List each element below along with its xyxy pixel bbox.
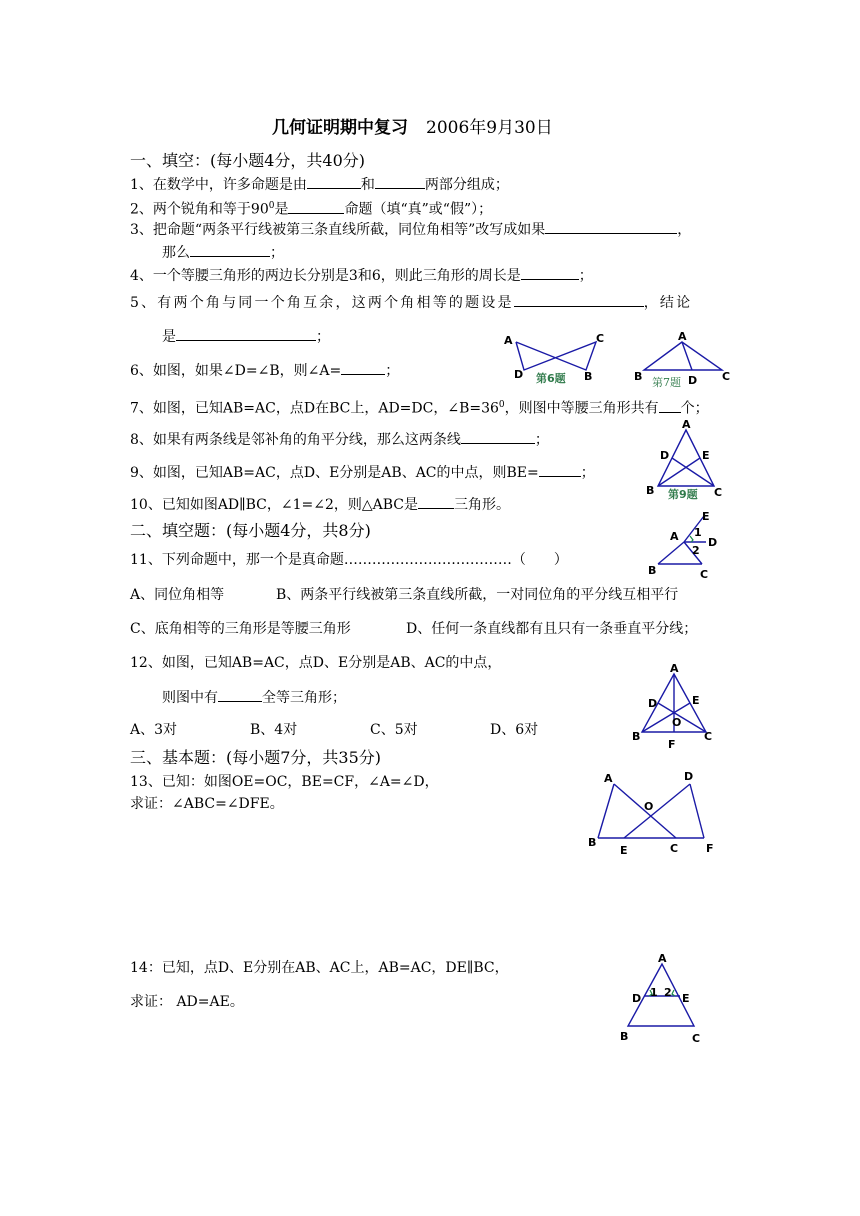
question-9: [130, 462, 595, 483]
q6-text-b: ；: [385, 363, 400, 379]
fig10-label-d: D: [708, 536, 718, 549]
q9-text-b: ；: [580, 465, 595, 481]
section-heading-1: 一、填空：(每小题4分，共40分): [130, 151, 366, 170]
q10-text-b: 三角形。: [454, 497, 511, 513]
q1-blank-2[interactable]: [375, 174, 425, 189]
question-12-line2: [162, 687, 346, 708]
q6-text-a: 6、如图，如果∠D=∠B，则∠A=: [130, 363, 342, 379]
fig10-label-a: A: [670, 530, 679, 543]
q7-blank[interactable]: [659, 398, 681, 413]
fig6-caption: 第6题: [536, 372, 566, 385]
fig14-label-a: A: [658, 952, 667, 965]
question-11-stem: 11、下列命题中，那一个是真命题………………………………（ ）: [130, 552, 568, 568]
fig7-label-c: C: [722, 370, 731, 383]
q5-text-b: ，结论: [643, 295, 693, 311]
fig12-label-a: A: [670, 662, 679, 675]
fig10-segment-ab: [658, 542, 684, 564]
question-12-option-a: A、3对: [130, 722, 178, 738]
q5-text-a: 5、有两个角与同一个角互余，这两个角相等的题设是: [130, 295, 514, 311]
q6-blank[interactable]: [341, 360, 385, 375]
figure-10: [640, 508, 730, 582]
q12-text-b: 全等三角形；: [262, 690, 346, 706]
question-12-option-c: C、5对: [370, 722, 418, 738]
q3-text-c: ；: [270, 245, 284, 261]
figure-14: [616, 950, 716, 1046]
q1-blank-1[interactable]: [307, 174, 361, 189]
q7-degree: 0: [498, 400, 505, 410]
fig14-label-d: D: [632, 992, 642, 1005]
q9-blank[interactable]: [539, 462, 581, 477]
fig10-label-2: 2: [692, 544, 700, 557]
question-11-option-a: A、同位角相等: [130, 587, 225, 603]
fig9-caption: 第9题: [668, 488, 698, 501]
fig12-label-c: C: [704, 730, 713, 743]
fig13-segment-de: [624, 784, 690, 838]
q1-text-c: 两部分组成；: [424, 177, 509, 193]
fig14-label-2: 2: [664, 986, 672, 999]
fig7-label-d: D: [688, 374, 698, 387]
question-11-option-d: D、任何一条直线都有且只有一条垂直平分线；: [406, 621, 698, 637]
fig13-segment-df: [690, 784, 704, 838]
fig13-label-d: D: [684, 770, 694, 783]
fig9-label-e: E: [702, 449, 710, 462]
question-6: [130, 360, 399, 381]
fig14-label-b: B: [620, 1030, 629, 1043]
figure-7: [628, 328, 738, 390]
question-2: [130, 196, 492, 220]
section-heading-3: 三、基本题：(每小题7分，共35分): [130, 748, 382, 767]
q2-text-c: 命题（填“真”或“假”）；: [344, 201, 493, 218]
fig10-label-1: 1: [694, 526, 702, 539]
question-1: [130, 174, 509, 195]
question-10: [130, 494, 510, 515]
fig10-label-c: C: [700, 568, 709, 581]
fig13-segment-ab: [598, 784, 614, 838]
question-13-line1: 13、已知：如图OE=OC，BE=CF，∠A=∠D，: [130, 774, 439, 790]
q3-text-b: ，: [677, 222, 692, 238]
fig7-label-b: B: [634, 370, 643, 383]
q5-text-line2: 是: [162, 329, 176, 345]
q3-blank-2[interactable]: [190, 242, 270, 257]
question-12-option-b: B、4对: [250, 722, 298, 738]
fig10-label-e: E: [702, 510, 710, 523]
fig6-label-d: D: [514, 368, 524, 381]
q7-text-b: ，则图中等腰三角形共有: [504, 400, 659, 417]
q8-text-a: 8、如果有两条线是邻补角的角平分线，那么这两条线: [130, 432, 461, 448]
page-title: [272, 118, 553, 138]
fig7-caption: 第7题: [652, 376, 681, 389]
question-12-stem: 12、如图，已知AB=AC，点D、E分别是AB、AC的中点，: [130, 655, 502, 671]
question-11-option-c: C、底角相等的三角形是等腰三角形: [130, 621, 351, 637]
q7-text-c: 个；: [680, 400, 709, 417]
q2-text-a: 2、两个锐角和等于90: [130, 201, 269, 218]
q5-blank-1[interactable]: [514, 292, 644, 307]
fig12-label-f: F: [668, 738, 676, 751]
figure-6: [498, 328, 618, 388]
fig13-label-f: F: [706, 842, 714, 855]
figure-13: [584, 766, 724, 860]
q3-text-a: 3、把命题“两条平行线被第三条直线所截，同位角相等”改写成如果: [130, 222, 546, 238]
section-heading-2: 二、填空题：(每小题4分，共8分): [130, 521, 371, 540]
question-3-line2: [162, 242, 284, 263]
q5-blank-2[interactable]: [176, 326, 316, 341]
question-3: [130, 219, 691, 240]
q2-blank[interactable]: [288, 199, 344, 214]
q5-text-c: ；: [316, 329, 330, 345]
fig6-label-a: A: [504, 334, 513, 347]
q1-text-a: 1、在数学中，许多命题是由: [130, 177, 307, 193]
q12-blank[interactable]: [218, 687, 262, 702]
q8-blank[interactable]: [461, 429, 535, 444]
question-13-line2: 求证：∠ABC=∠DFE。: [130, 796, 284, 812]
question-5-line2: [162, 326, 330, 347]
title-date: 2006年9月30日: [426, 118, 553, 138]
q2-text-b: 是: [274, 201, 289, 218]
question-5: [130, 292, 692, 313]
q1-text-b: 和: [360, 177, 375, 193]
figure-9: [640, 414, 730, 506]
fig9-label-b: B: [646, 484, 655, 497]
fig9-label-a: A: [682, 418, 691, 431]
fig9-label-d: D: [660, 449, 670, 462]
fig12-label-e: E: [692, 694, 700, 707]
question-14-line2: 求证： AD=AE。: [130, 994, 244, 1010]
q4-text-a: 4、一个等腰三角形的两边长分别是3和6，则此三角形的周长是: [130, 268, 521, 284]
q3-text-line2: 那么: [162, 245, 190, 261]
q9-text-a: 9、如图，已知AB=AC，点D、E分别是AB、AC的中点，则BE=: [130, 465, 539, 481]
fig14-label-1: 1: [650, 986, 658, 999]
fig14-label-c: C: [692, 1032, 701, 1045]
q10-blank[interactable]: [418, 494, 454, 509]
question-4: [130, 265, 593, 286]
fig10-label-b: B: [648, 564, 657, 577]
fig13-label-b: B: [588, 836, 597, 849]
fig6-label-b: B: [584, 370, 593, 383]
question-14-line1: 14：已知，点D、E分别在AB、AC上，AB=AC，DE∥BC，: [130, 960, 509, 976]
fig13-label-a: A: [604, 772, 613, 785]
fig14-label-e: E: [682, 992, 690, 1005]
q2-degree: 0: [268, 201, 275, 211]
fig12-label-b: B: [632, 730, 641, 743]
q4-blank[interactable]: [521, 265, 579, 280]
fig13-label-e: E: [620, 844, 628, 857]
fig10-angle-1: [690, 536, 693, 542]
fig13-label-o: O: [644, 800, 654, 813]
fig6-lines: [516, 342, 596, 370]
q3-blank-1[interactable]: [545, 219, 677, 234]
q10-text-a: 10、已知如图AD∥BC，∠1=∠2，则△ABC是: [130, 497, 419, 513]
q7-text-a: 7、如图，已知AB=AC，点D在BC上，AD=DC，∠B=36: [130, 400, 499, 417]
fig9-label-c: C: [714, 486, 723, 499]
question-12-option-d: D、6对: [490, 722, 539, 738]
figure-12: [626, 660, 722, 752]
fig12-label-d: D: [648, 697, 658, 710]
q8-text-b: ；: [534, 432, 549, 448]
question-7: [130, 395, 709, 419]
fig14-angle-2: [672, 990, 675, 996]
title-text: 几何证明期中复习: [272, 118, 408, 138]
fig12-label-o: O: [672, 716, 682, 729]
fig6-label-c: C: [596, 332, 605, 345]
q4-text-b: ；: [578, 268, 593, 284]
question-11-option-b: B、两条平行线被第三条直线所截，一对同位角的平分线互相平行: [276, 587, 679, 603]
q12-text-a: 则图中有: [162, 690, 218, 706]
fig13-label-c: C: [670, 842, 679, 855]
question-8: [130, 429, 549, 450]
fig7-label-a: A: [678, 330, 687, 343]
